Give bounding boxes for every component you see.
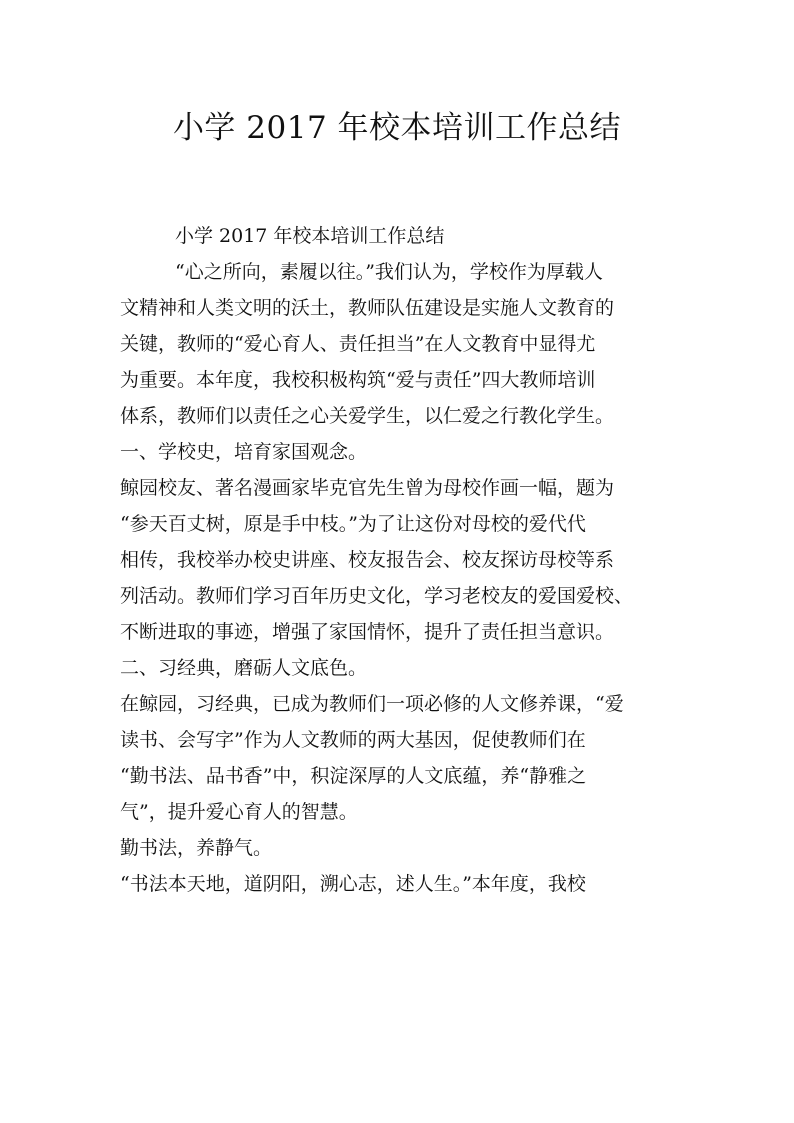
paragraph-line: 在鲸园，习经典，已成为教师们一项必修的人文修养课，“爱 — [120, 693, 624, 715]
paragraph-line: 气”，提升爱心育人的智慧。 — [120, 801, 358, 823]
paragraph-line: 相传，我校举办校史讲座、校友报告会、校友探访母校等系 — [120, 549, 615, 571]
section-heading: 二、习经典，磨砺人文底色。 — [120, 657, 368, 679]
paragraph-line: 鲸园校友、著名漫画家毕克官先生曾为母校作画一幅，题为 — [120, 477, 615, 499]
subtitle-line: 小学 2017 年校本培训工作总结 — [175, 225, 445, 247]
document-body — [120, 218, 690, 902]
subsection-heading: 勤书法，养静气。 — [120, 837, 273, 859]
paragraph-line: 文精神和人类文明的沃土，教师队伍建设是实施人文教育的 — [120, 297, 615, 319]
paragraph-line: “心之所向，素履以往。”我们认为，学校作为厚载人 — [175, 261, 603, 283]
paragraph-line: “书法本天地，道阴阳，溯心志，述人生。”本年度，我校 — [120, 873, 586, 895]
paragraph-line: 为重要。本年度，我校积极构筑“爱与责任”四大教师培训 — [120, 369, 596, 391]
paragraph-line: “勤书法、品书香”中，积淀深厚的人文底蕴，养“静雅之 — [120, 765, 587, 787]
paragraph-line: 关键，教师的“爱心育人、责任担当”在人文教育中显得尤 — [120, 333, 596, 355]
paragraph-line: 列活动。教师们学习百年历史文化，学习老校友的爱国爱校、 — [120, 585, 634, 607]
document-title: 小学 2017 年校本培训工作总结 — [172, 110, 622, 146]
paragraph-line: 读书、会写字”作为人文教师的两大基因，促使教师们在 — [120, 729, 586, 751]
paragraph-line: “参天百丈树，原是手中枝。”为了让这份对母校的爱代代 — [120, 513, 586, 535]
paragraph-line: 不断进取的事迹，增强了家国情怀，提升了责任担当意识。 — [120, 621, 615, 643]
paragraph-line: 体系，教师们以责任之心关爱学生，以仁爱之行教化学生。 — [120, 405, 615, 427]
section-heading: 一、学校史，培育家国观念。 — [120, 441, 368, 463]
